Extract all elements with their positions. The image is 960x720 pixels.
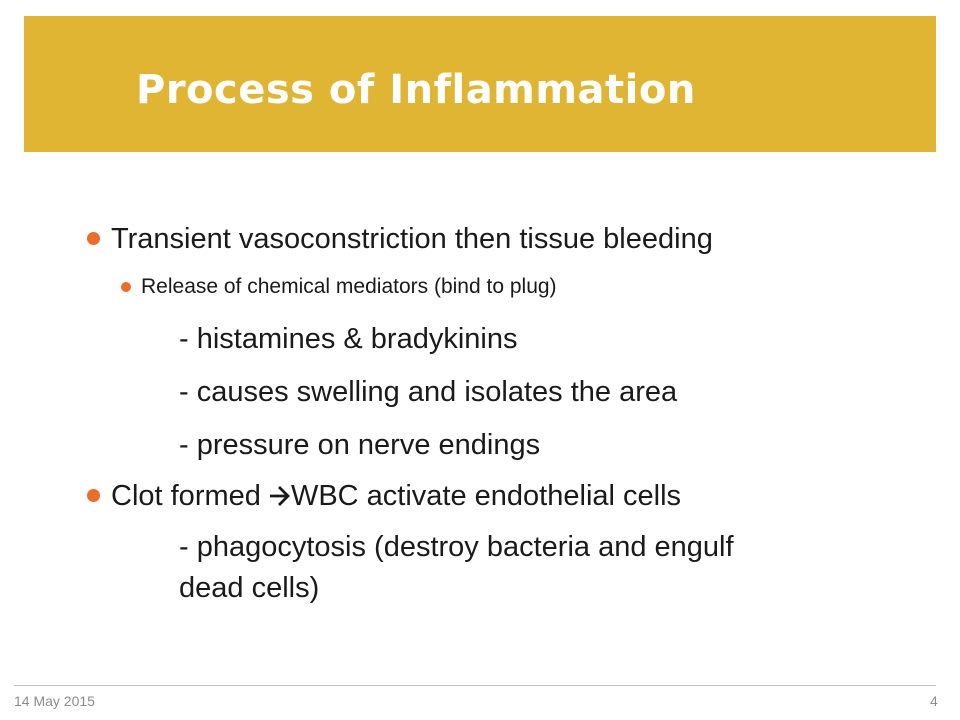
- clot-text-before-arrow: Clot formed: [111, 480, 269, 512]
- detail-histamines: - histamines & bradykinins: [179, 323, 518, 355]
- slide-title: Process of Inflammation: [136, 67, 696, 113]
- footer-divider: [14, 685, 936, 686]
- sub-bullet-chemical-mediators: Release of chemical mediators (bind to plug): [141, 275, 557, 298]
- sub-bullet-marker: [121, 282, 131, 292]
- detail-swelling: - causes swelling and isolates the area: [179, 376, 678, 408]
- bullet-clot-formed: [111, 478, 681, 514]
- bullet-vasoconstriction: Transient vasoconstriction then tissue bleeding: [111, 223, 713, 255]
- bullet-marker: [87, 489, 100, 502]
- page-number: 4: [930, 693, 938, 709]
- detail-dead-cells: dead cells): [179, 572, 320, 604]
- bullet-marker: [87, 232, 100, 245]
- footer-date: 14 May 2015: [14, 693, 95, 709]
- right-arrow-icon: [269, 484, 291, 508]
- clot-text-after-arrow: WBC activate endothelial cells: [290, 480, 682, 512]
- detail-nerve-endings: - pressure on nerve endings: [179, 429, 541, 461]
- detail-phagocytosis: - phagocytosis (destroy bacteria and engulf: [179, 531, 734, 563]
